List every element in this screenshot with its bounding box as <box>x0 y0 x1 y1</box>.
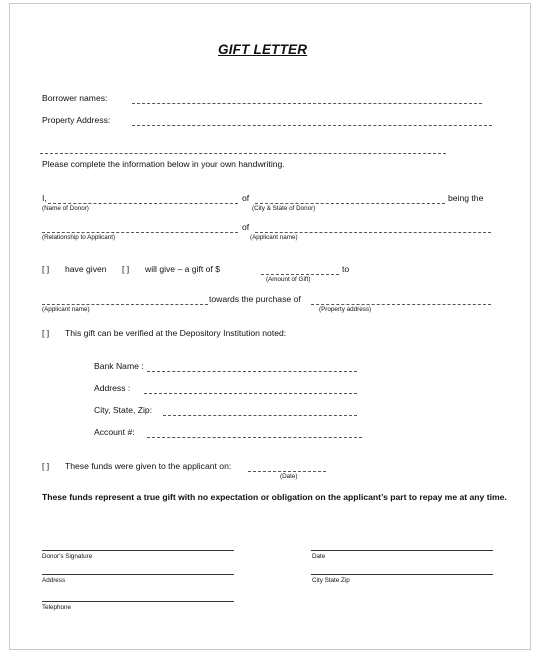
telephone-caption: Telephone <box>42 604 72 611</box>
will-give-checkbox[interactable]: [ ] <box>122 264 130 274</box>
signature-address-caption: Address <box>42 577 66 584</box>
gift-statement: These funds represent a true gift with no expectation or obligation on the applicant’s part to repay me at any time. <box>42 492 507 502</box>
bank-account-line[interactable] <box>147 437 362 438</box>
relationship-of-text: of <box>242 222 250 232</box>
purchase-property-line[interactable] <box>311 304 491 305</box>
have-given-checkbox[interactable]: [ ] <box>42 264 50 274</box>
applicant-name-line[interactable] <box>255 232 491 233</box>
property-address-line-2[interactable] <box>40 153 446 154</box>
gift-to-text: to <box>342 264 350 274</box>
name-of-donor-caption: (Name of Donor) <box>42 205 89 212</box>
amount-of-gift-caption: (Amount of Gift) <box>266 276 311 283</box>
borrower-names-label: Borrower names: <box>42 93 108 103</box>
instructions-text: Please complete the information below in your own handwriting. <box>42 159 285 169</box>
funds-date-line[interactable] <box>248 471 326 472</box>
applicant-name-caption: (Applicant name) <box>250 234 298 241</box>
date-caption: Date <box>312 553 326 560</box>
donor-signature-caption: Donor's Signature <box>42 553 93 560</box>
city-state-donor-caption: (City & State of Donor) <box>252 205 316 212</box>
funds-text: These funds were given to the applicant on: <box>65 461 232 471</box>
telephone-line[interactable] <box>42 601 234 602</box>
purchase-property-caption: (Property address) <box>319 306 372 313</box>
bank-address-line[interactable] <box>144 393 357 394</box>
city-state-zip-line[interactable] <box>311 574 493 575</box>
verify-text: This gift can be verified at the Depository Institution noted: <box>65 328 287 338</box>
have-given-label: have given <box>65 264 107 274</box>
date-line[interactable] <box>311 550 493 551</box>
funds-checkbox[interactable]: [ ] <box>42 461 50 471</box>
property-address-label: Property Address: <box>42 115 111 125</box>
gift-amount-line[interactable] <box>261 274 339 275</box>
donor-signature-line[interactable] <box>42 550 234 551</box>
will-give-label: will give – a gift of $ <box>145 264 220 274</box>
donor-name-line[interactable] <box>48 203 238 204</box>
bank-city-state-zip-label: City, State, Zip: <box>94 405 153 415</box>
funds-date-caption: (Date) <box>280 473 298 480</box>
purchase-applicant-caption: (Applicant name) <box>42 306 90 313</box>
relationship-line[interactable] <box>42 232 238 233</box>
bank-name-line[interactable] <box>147 371 357 372</box>
donor-city-state-line[interactable] <box>255 203 445 204</box>
property-address-line[interactable] <box>132 125 492 126</box>
verify-checkbox[interactable]: [ ] <box>42 328 50 338</box>
bank-city-state-zip-line[interactable] <box>163 415 357 416</box>
signature-address-line[interactable] <box>42 574 234 575</box>
purchase-applicant-line[interactable] <box>42 304 208 305</box>
page-title: GIFT LETTER <box>218 42 308 57</box>
towards-purchase-text: towards the purchase of <box>209 294 301 304</box>
bank-account-label: Account #: <box>94 427 135 437</box>
donor-prefix: I, <box>42 193 47 203</box>
city-state-zip-caption: City State Zip <box>312 577 350 584</box>
being-the-text: being the <box>448 193 484 203</box>
bank-address-label: Address : <box>94 383 131 393</box>
relationship-caption: (Relationship to Applicant) <box>42 234 116 241</box>
gift-letter-form <box>9 3 531 650</box>
bank-name-label: Bank Name : <box>94 361 144 371</box>
borrower-names-line[interactable] <box>132 103 482 104</box>
donor-of-text: of <box>242 193 250 203</box>
